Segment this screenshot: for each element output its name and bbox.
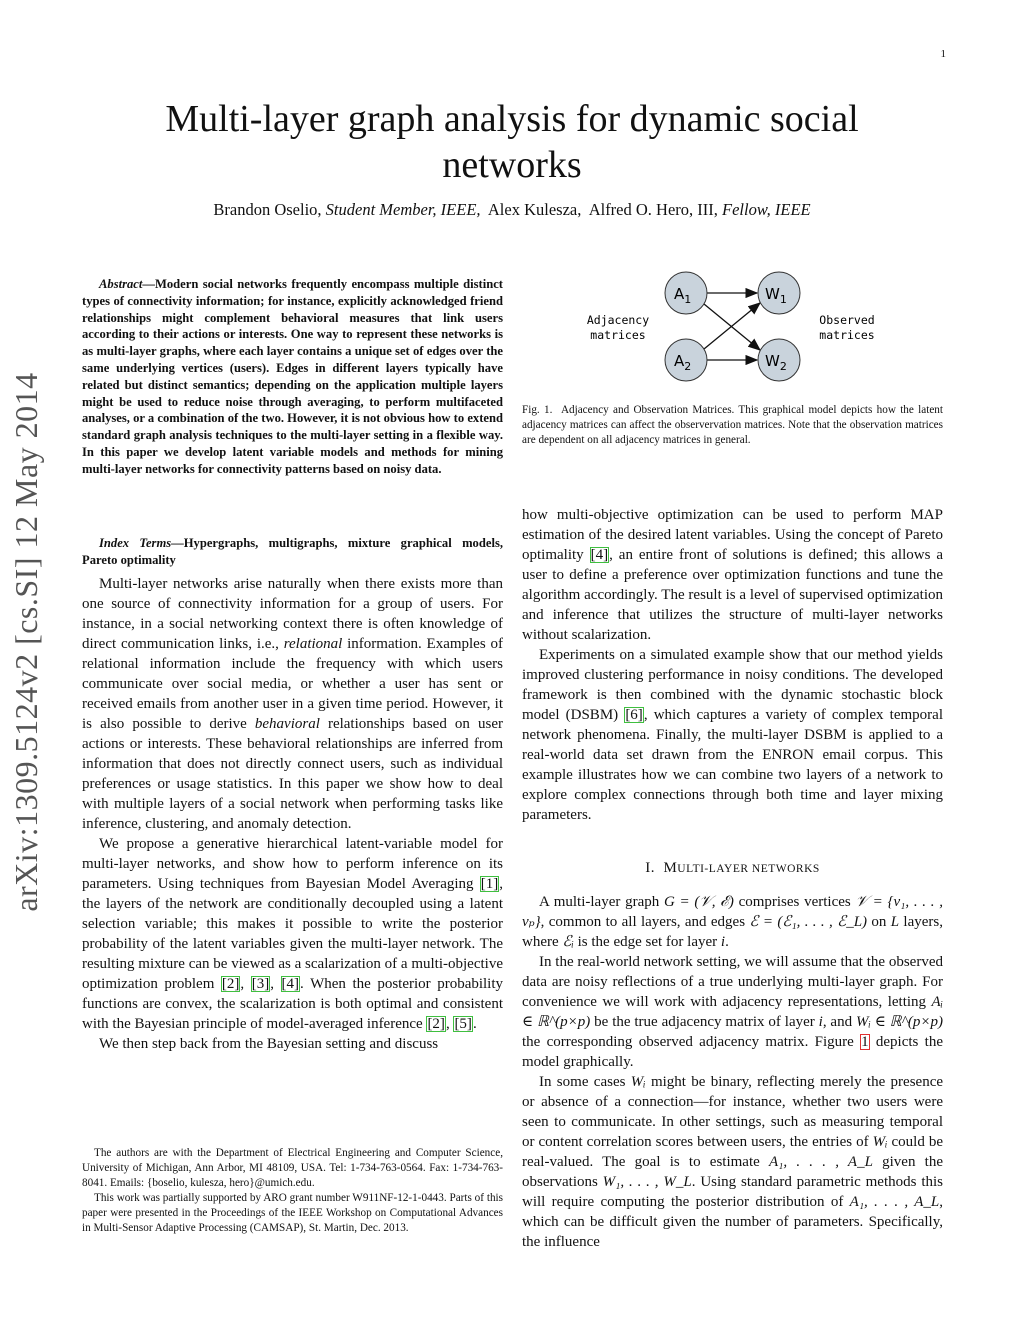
right-paragraph-2: Experiments on a simulated example show that our method yields improved clustering performance in noisy conditions. The developed framework is then combined with the dynamic stochastic block model (DSBM) [6], which captures a variety of complex temporal network phenomena. Finally, the multi-layer DSBM is applied to a real-world data set drawn from the ENRON email corpus. This example illustrates how we can combine two layers of a network to explore complex connections through both time and layer mixing parameters. <box>522 647 944 823</box>
index-terms-text: —Hypergraphs, multigraphs, mixture graphical models, Pareto optimality <box>82 536 503 567</box>
abstract <box>82 276 503 478</box>
footnote-funding: This work was partially supported by ARO grant number W911NF-12-1-0443. Parts of this paper were presented in the Proceedings of the IEEE Workshop on Computational Advances in Multi-Sensor Adaptive Processing (CAMSAP), St. Martin, Dec. 2013. <box>82 1192 503 1234</box>
observed-label-1: Observed <box>819 313 875 327</box>
observed-label-2: matrices <box>819 328 875 342</box>
author-line <box>100 200 924 220</box>
citation-link[interactable]: [5] <box>454 1016 472 1032</box>
section-paragraph-1: A multi-layer graph G = (𝒱, ℰ) comprises vertices 𝒱 = {v₁, . . . , vₚ}, common to all layers, and edges ℰ = (ℰ₁, . . . , ℰ_L) on L layers, where ℰᵢ is the edge set for layer i. <box>522 894 943 950</box>
citation-link[interactable]: [2] <box>427 1016 445 1032</box>
section-paragraph-2: In the real-world network setting, we will assume that the observed data are noisy reflections of a true underlying multi-layer graph. For convenience we will work with adjacency representations, letting Aᵢ ∈ ℝ^(p×p) be the true adjacency matrix of layer i, and Wᵢ ∈ ℝ^(p×p) the corresponding observed adjacency matrix. Figure 1 depicts the model graphically. <box>522 954 943 1070</box>
author-2-name: Alex Kulesza, <box>487 200 582 219</box>
edge-a2-w1 <box>704 303 760 349</box>
node-w1-label: $W_1$ <box>765 285 787 306</box>
adjacency-label-2: matrices <box>590 328 646 342</box>
arxiv-side-stamp: arXiv:1309.5124v2 [cs.SI] 12 May 2014 <box>8 372 44 912</box>
citation-link[interactable]: [2] <box>221 976 240 992</box>
paper-title: Multi-layer graph analysis for dynamic social networks <box>165 98 859 186</box>
abstract-text: —Modern social networks frequently encompass multiple distinct types of connectivity information; for instance, explicitly acknowledged friend relationships might complement behavioral measures that link users according to their actions or interests. One way to represent these networks is as multi-layer graphs, where each layer contains a unique set of edges over the same underlying vertices (users). Edges in different layers typically have related but distinct semantics; depending on the application multiple layers might be used to reduce noise through averaging, to perform multifaceted analyses, or a combination of the two. However, it is not obvious how to extend standard graph analysis techniques to the multi-layer setting in a flexible way. In this paper we develop latent variable models and methods for mining multi-layer networks for connectivity patterns based on noisy data. <box>82 277 503 476</box>
author-1-role: Student Member, IEEE, <box>325 200 481 219</box>
abstract-label: Abstract <box>99 277 143 291</box>
citation-link[interactable]: [3] <box>251 976 270 992</box>
right-column-intro-continued <box>522 505 943 825</box>
citation-link[interactable]: [4] <box>281 976 300 992</box>
author-3-name: Alfred O. Hero, III, <box>588 200 718 219</box>
edge-a1-w2 <box>704 304 760 350</box>
figure-caption-text: Adjacency and Observation Matrices. This graphical model depicts how the latent adjacency matrices can affect the observervation matrices. Note that the observation matrices are dependent on all adjacency matrices in general. <box>522 404 943 446</box>
adjacency-label-1: Adjacency <box>586 313 650 327</box>
figure-1-graphical-model <box>580 262 900 387</box>
intro-paragraph-2: We propose a generative hierarchical latent-variable model for multi-layer networks, and show how to perform inference on its parameters. Using techniques from Bayesian Model Averaging [1], the layers of the network are conditionally decoupled using a latent selection variable; this makes it possible to write the posterior probability of the latent variables given the multi-layer network. The resulting mixture can be viewed as a scalarization of a multi-objective optimization problem [2], [3], [4]. When the posterior probability functions are convex, the scalarization is both optimal and consistent with the Bayesian principle of model-averaged inference [2], [5]. <box>82 836 504 1032</box>
author-1-name: Brandon Oselio, <box>213 200 322 219</box>
citation-link[interactable]: [1] <box>480 876 499 892</box>
citation-link[interactable]: [4] <box>590 547 609 563</box>
intro-paragraph-1: Multi-layer networks arise naturally when there exists more than one source of connectivity information for a group of users. For instance, in a social networking context there is often knowledge of direct communication links, i.e., relational information. Examples of relational information include the frequency with which users communicate over social media, or whether a user has sent or received emails from another user in a given time period. However, it is also possible to derive behavioral relationships based on user actions or interests. These behavioral relationships are inferred from information that does not directly connect users, such as individual preferences or usage statistics. In this paper we show how to deal with multiple layers of a social network when performing tasks like inference, clustering, and anomaly detection. <box>82 576 503 832</box>
citation-link[interactable]: [6] <box>625 707 643 723</box>
footnote-affiliation: The authors are with the Department of Electrical Engineering and Computer Science, University of Michigan, Ann Arbor, MI 48109, USA. Tel: 1-734-763-0564. Fax: 1-734-763-8041. Emails: {boselio, kulesza, hero}@umich.edu. <box>82 1147 503 1189</box>
index-terms-label: Index Terms <box>99 536 172 550</box>
node-a2-label: $A_2$ <box>674 352 692 373</box>
node-a1-label: $A_1$ <box>674 285 692 306</box>
page-number: 1 <box>940 48 946 60</box>
right-paragraph-1: how multi-objective optimization can be used to perform MAP estimation of the desired latent variables. Using the concept of Pareto optimality [4], an entire front of solutions is defined; this allows a user to define a preference over optimization functions and tune the algorithm accordingly. The result is a level of supervised optimization and inference that utilizes the structure of multi-layer networks without scalarization. <box>522 507 943 643</box>
introduction <box>82 574 503 1054</box>
node-w2-label: $W_2$ <box>765 352 787 373</box>
footnotes <box>82 1146 503 1236</box>
figure-reference-link[interactable]: 1 <box>861 1034 869 1050</box>
section-paragraph-3: In some cases Wᵢ might be binary, reflecting merely the presence or absence of a connection—for instance, whether two users were seen to communicate. In other settings, such as measuring temporal or content correlation scores between users, the entries of Wᵢ could be real-valued. The goal is to estimate A₁, . . . , A_L given the observations W₁, . . . , W_L. Using standard parametric methods this will require computing the posterior distribution of A₁, . . . , A_L, which can be difficult given the number of parameters. Specifically, the influence <box>522 1074 944 1250</box>
figure-1-caption <box>522 403 943 448</box>
index-terms <box>82 535 503 569</box>
section-heading: I. MULTI-LAYER NETWORKS <box>645 860 820 876</box>
figure-caption-label: Fig. 1. <box>522 404 553 416</box>
intro-paragraph-3: We then step back from the Bayesian setting and discuss <box>99 1036 439 1052</box>
section-1-body <box>522 892 943 1252</box>
author-3-role: Fellow, IEEE <box>722 200 811 219</box>
